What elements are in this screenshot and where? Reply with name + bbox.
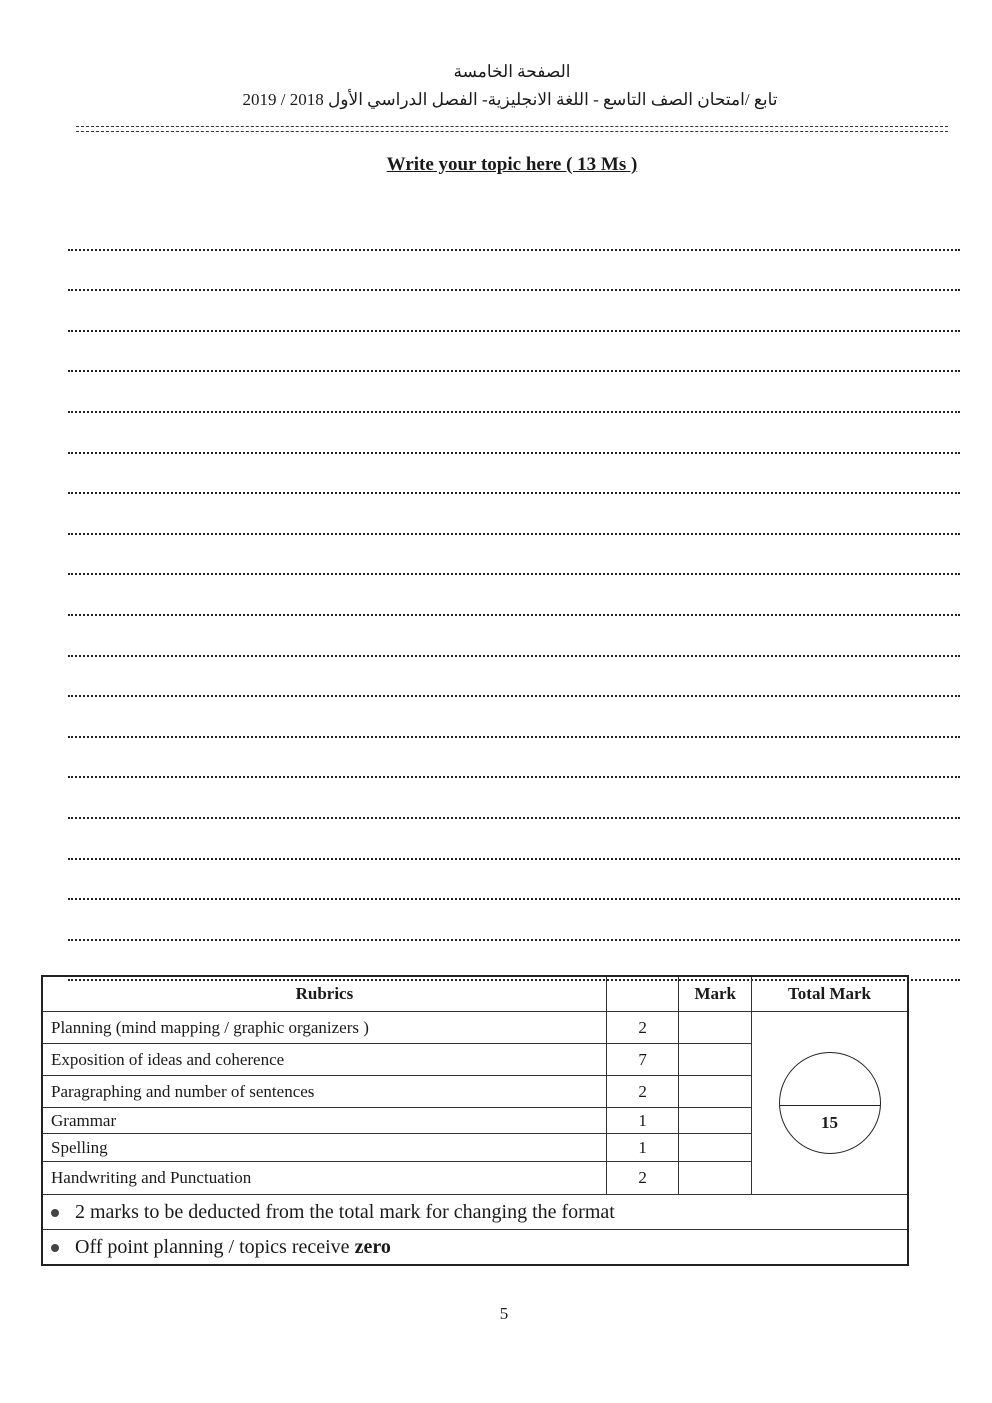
criterion-points: 7 [606,1044,679,1076]
criterion-label: Handwriting and Punctuation [42,1162,606,1195]
criterion-points: 1 [606,1108,679,1134]
total-mark-header: Total Mark [752,976,908,1012]
deduction-note [42,1195,908,1230]
mark-header: Mark [679,976,752,1012]
writing-line[interactable] [68,454,960,495]
mark-cell[interactable] [679,1044,752,1076]
mark-cell[interactable] [679,1162,752,1195]
writing-line[interactable] [68,819,960,860]
off-point-note [42,1230,908,1266]
writing-line[interactable] [68,291,960,332]
writing-line[interactable] [68,332,960,373]
writing-line[interactable] [68,575,960,616]
header-separator [76,126,948,132]
page-number: 5 [499,1304,509,1323]
mark-cell[interactable] [679,1134,752,1162]
page-label: الصفحة الخامسة [453,62,571,81]
writing-line[interactable] [68,860,960,901]
exam-header: تابع /امتحان الصف التاسع - اللغة الانجليزية- الفصل الدراسي الأول 2018 / 2019 [242,90,778,109]
total-mark-cell[interactable] [752,1012,908,1195]
points-header [606,976,679,1012]
mark-cell[interactable] [679,1076,752,1108]
rubrics-table [41,975,909,1266]
bullet-icon [51,1209,59,1217]
note-text: 2 marks to be deducted from the total mark for changing the format [75,1200,615,1223]
topic-title: Write your topic here ( 13 Ms ) [386,154,638,175]
criterion-points: 2 [606,1162,679,1195]
criterion-points: 1 [606,1134,679,1162]
total-mark-value: 15 [821,1113,839,1132]
note-emphasis: zero [354,1235,391,1258]
circle-divider [780,1105,880,1106]
writing-line[interactable] [68,616,960,657]
writing-line[interactable] [68,372,960,413]
writing-line[interactable] [68,210,960,251]
writing-line[interactable] [68,778,960,819]
criterion-label: Exposition of ideas and coherence [42,1044,606,1076]
mark-cell[interactable] [679,1012,752,1044]
writing-line[interactable] [68,535,960,576]
table-row [42,1012,908,1044]
note-row [42,1230,908,1266]
writing-line[interactable] [68,413,960,454]
rubrics-header-row [42,976,908,1012]
criterion-points: 2 [606,1076,679,1108]
writing-line[interactable] [68,494,960,535]
note-text: Off point planning / topics receive [75,1235,355,1258]
criterion-label: Paragraphing and number of sentences [42,1076,606,1108]
mark-cell[interactable] [679,1108,752,1134]
criterion-label: Planning (mind mapping / graphic organizers ) [42,1012,606,1044]
note-row [42,1195,908,1230]
criterion-label: Grammar [42,1108,606,1134]
bullet-icon [51,1244,59,1252]
writing-line[interactable] [68,738,960,779]
writing-line[interactable] [68,900,960,941]
total-mark-circle [779,1052,881,1154]
writing-line[interactable] [68,697,960,738]
writing-line[interactable] [68,657,960,698]
writing-area[interactable] [68,210,960,981]
rubrics-header: Rubrics [42,976,606,1012]
criterion-label: Spelling [42,1134,606,1162]
writing-line[interactable] [68,251,960,292]
criterion-points: 2 [606,1012,679,1044]
